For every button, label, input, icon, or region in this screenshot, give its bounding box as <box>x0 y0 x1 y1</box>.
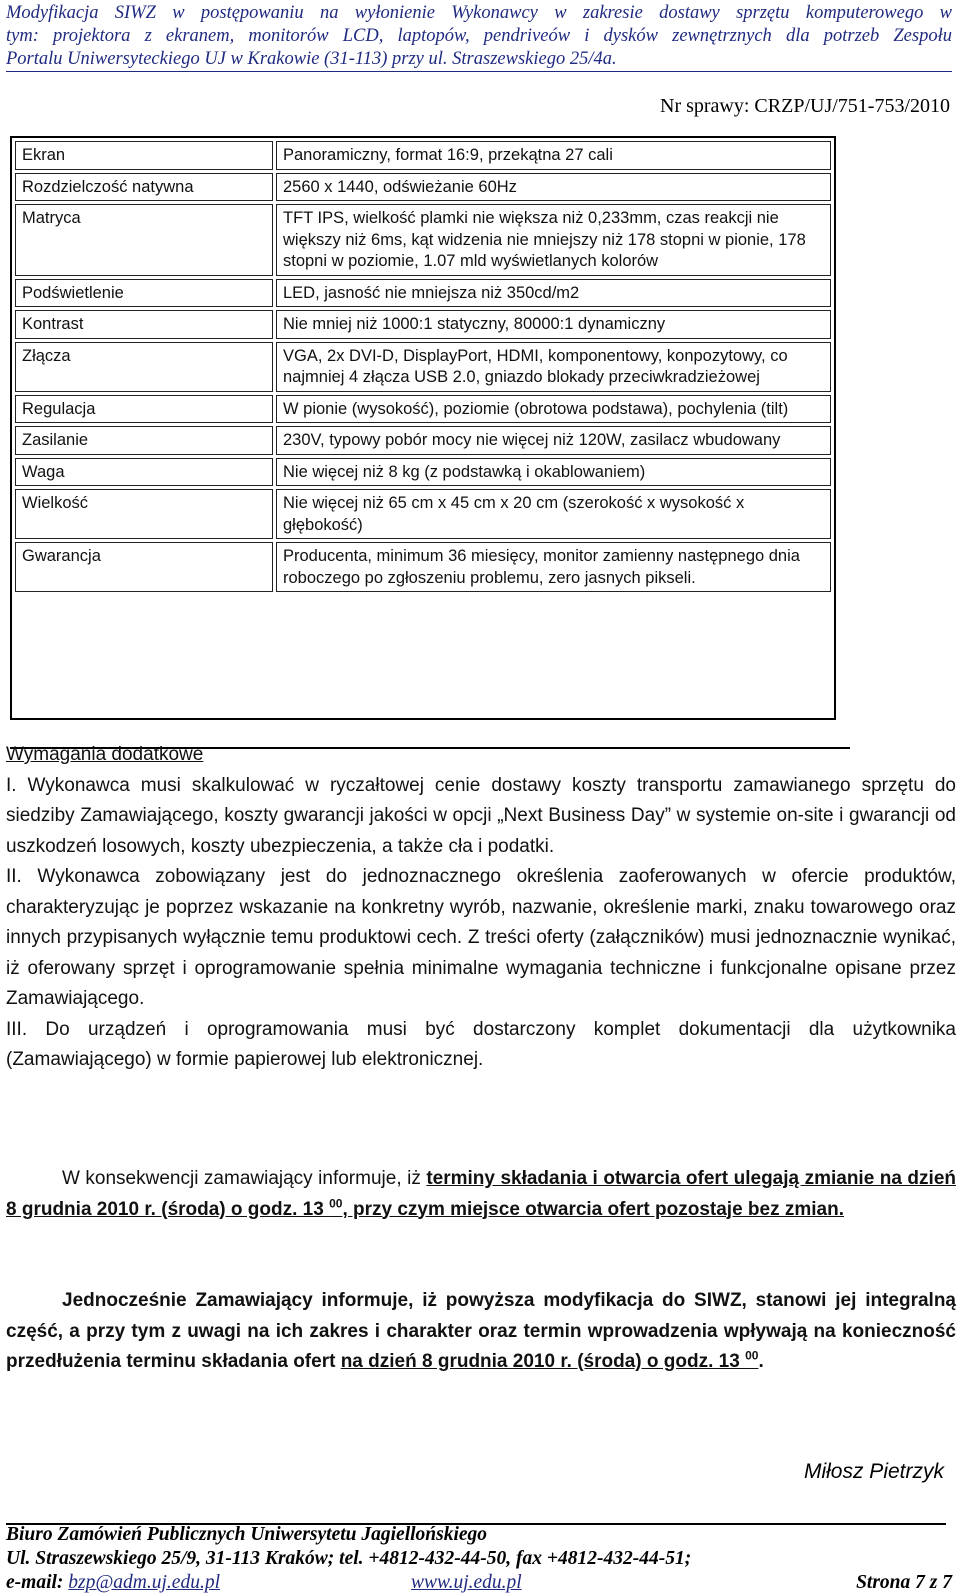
extension-date: na dzień 8 grudnia 2010 r. (środa) o godz. 13 <box>340 1351 746 1372</box>
footer-email-label: e-mail: <box>6 1572 69 1593</box>
spec-row <box>15 395 831 424</box>
deadline-rest: , przy czym miejsce otwarcia ofert pozostaje bez zmian. <box>342 1198 845 1220</box>
spec-row <box>15 173 831 202</box>
spec-value: W pionie (wysokość), poziomie (obrotowa podstawa), pochylenia (tilt) <box>276 395 831 424</box>
signature: Miłosz Pietrzyk <box>803 1460 944 1483</box>
spec-table-body <box>15 141 831 592</box>
case-number: Nr sprawy: CRZP/UJ/751-753/2010 <box>660 95 950 117</box>
footer-contact-row <box>6 1571 952 1595</box>
spec-value: Producenta, minimum 36 miesięcy, monitor zamienny następnego dnia roboczego po zgłoszeniu problemu, zero jasnych pikseli. <box>276 542 831 592</box>
footer <box>6 1523 952 1595</box>
spec-value: Panoramiczny, format 16:9, przekątna 27 cali <box>276 141 831 170</box>
spec-row <box>15 426 831 455</box>
spec-row <box>15 342 831 392</box>
spec-value: Nie mniej niż 1000:1 statyczny, 80000:1 dynamiczny <box>276 310 831 339</box>
extension-text: Jednocześnie Zamawiający informuje, iż powyższa modyfikacja do SIWZ, stanowi jej integralną część, a przy tym z uwagi na ich zakres i charakter oraz termin wprowadzenia wpływają na konieczność przedłużenia terminu składania ofert <box>6 1290 956 1372</box>
spec-table <box>10 136 836 720</box>
extension-time-sup: 00 <box>745 1348 759 1363</box>
header-divider <box>6 71 952 72</box>
spec-row <box>15 310 831 339</box>
spec-row <box>15 204 831 276</box>
header-line-1: Modyfikacja SIWZ w postępowaniu na wyłonienie Wykonawcy w zakresie dostawy sprzętu komputerowego w <box>6 3 952 23</box>
spec-row <box>15 279 831 308</box>
deadline-new-date: terminy składania i otwarcia ofert ulegają zmianie na dzień 8 grudnia 2010 r. (środa) o godz. 13 <box>6 1168 956 1220</box>
deadline-intro: W konsekwencji zamawiający informuje, iż <box>62 1168 427 1189</box>
spec-row <box>15 489 831 539</box>
header-line-3: Portalu Uniwersyteckiego UJ w Krakowie (31-113) przy ul. Straszewskiego 25/4a. <box>6 49 617 69</box>
spec-label: Matryca <box>15 204 273 276</box>
spec-value: 230V, typowy pobór mocy nie więcej niż 120W, zasilacz wbudowany <box>276 426 831 455</box>
deadline-change-paragraph <box>6 1164 956 1225</box>
footer-org: Biuro Zamówień Publicznych Uniwersytetu Jagiellońskiego <box>6 1524 488 1545</box>
spec-label: Ekran <box>15 141 273 170</box>
spec-value: 2560 x 1440, odświeżanie 60Hz <box>276 173 831 202</box>
requirements-section <box>6 740 956 1076</box>
document-header <box>6 2 952 71</box>
spec-label: Rozdzielczość natywna <box>15 173 273 202</box>
spec-value: TFT IPS, wielkość plamki nie większa niż 0,233mm, czas reakcji nie większy niż 6ms, kąt widzenia nie mniejszy niż 178 stopni w pionie, 178 stopni w poziomie, 1.07 mld wyświetlanych kolorów <box>276 204 831 276</box>
footer-email-link[interactable]: bzp@adm.uj.edu.pl <box>68 1572 221 1593</box>
spec-label: Podświetlenie <box>15 279 273 308</box>
spec-label: Wielkość <box>15 489 273 539</box>
spec-value: Nie więcej niż 8 kg (z podstawką i okablowaniem) <box>276 458 831 487</box>
spec-label: Waga <box>15 458 273 487</box>
extension-end: . <box>758 1351 764 1372</box>
spec-value: VGA, 2x DVI-D, DisplayPort, HDMI, komponentowy, konpozytowy, co najmniej 4 złącza USB 2.0, gniazdo blokady przeciwkradzieżowej <box>276 342 831 392</box>
requirements-heading: Wymagania dodatkowe <box>6 744 204 765</box>
spec-label: Gwarancja <box>15 542 273 592</box>
header-line-2: tym: projektora z ekranem, monitorów LCD, laptopów, pendriveów i dysków zewnętrznych dla potrzeb Zespołu <box>6 26 952 46</box>
spec-label: Regulacja <box>15 395 273 424</box>
spec-row <box>15 542 831 592</box>
extension-paragraph <box>6 1286 956 1378</box>
requirement-1: I. Wykonawca musi skalkulować w ryczałtowej cenie dostawy koszty transportu zamawianego sprzętu do siedziby Zamawiającego, koszty gwarancji jakości w opcji „Next Business Day” w systemie on-site i gwarancji od uszkodzeń losowych, koszty ubezpieczenia, a także cła i podatki. <box>6 774 956 857</box>
spec-value: Nie więcej niż 65 cm x 45 cm x 20 cm (szerokość x wysokość x głębokość) <box>276 489 831 539</box>
deadline-time-sup: 00 <box>329 1196 343 1211</box>
footer-page-number: Strona 7 z 7 <box>856 1572 952 1593</box>
footer-website-link[interactable]: www.uj.edu.pl <box>411 1572 522 1593</box>
spec-row <box>15 458 831 487</box>
requirement-3: III. Do urządzeń i oprogramowania musi być dostarczony komplet dokumentacji dla użytkownika (Zamawiającego) w formie papierowej lub elektronicznej. <box>6 1018 956 1070</box>
spec-value: LED, jasność nie mniejsza niż 350cd/m2 <box>276 279 831 308</box>
requirement-2: II. Wykonawca zobowiązany jest do jednoznacznego określenia zaoferowanych w ofercie produktów, charakteryzując je poprzez wskazanie na konkretny wyrób, nazwanie, określenie marki, znaku towarowego oraz innych przypisanych wyłącznie temu produktowi cech. Z treści oferty (załączników) musi jednoznacznie wynikać, iż oferowany sprzęt i oprogramowanie spełnia minimalne wymagania techniczne i funkcjonalne opisane przez Zamawiającego. <box>6 866 956 1009</box>
spec-label: Zasilanie <box>15 426 273 455</box>
spec-label: Złącza <box>15 342 273 392</box>
spec-label: Kontrast <box>15 310 273 339</box>
spec-row <box>15 141 831 170</box>
footer-address: Ul. Straszewskiego 25/9, 31-113 Kraków; tel. +4812-432-44-50, fax +4812-432-44-51; <box>6 1548 692 1569</box>
